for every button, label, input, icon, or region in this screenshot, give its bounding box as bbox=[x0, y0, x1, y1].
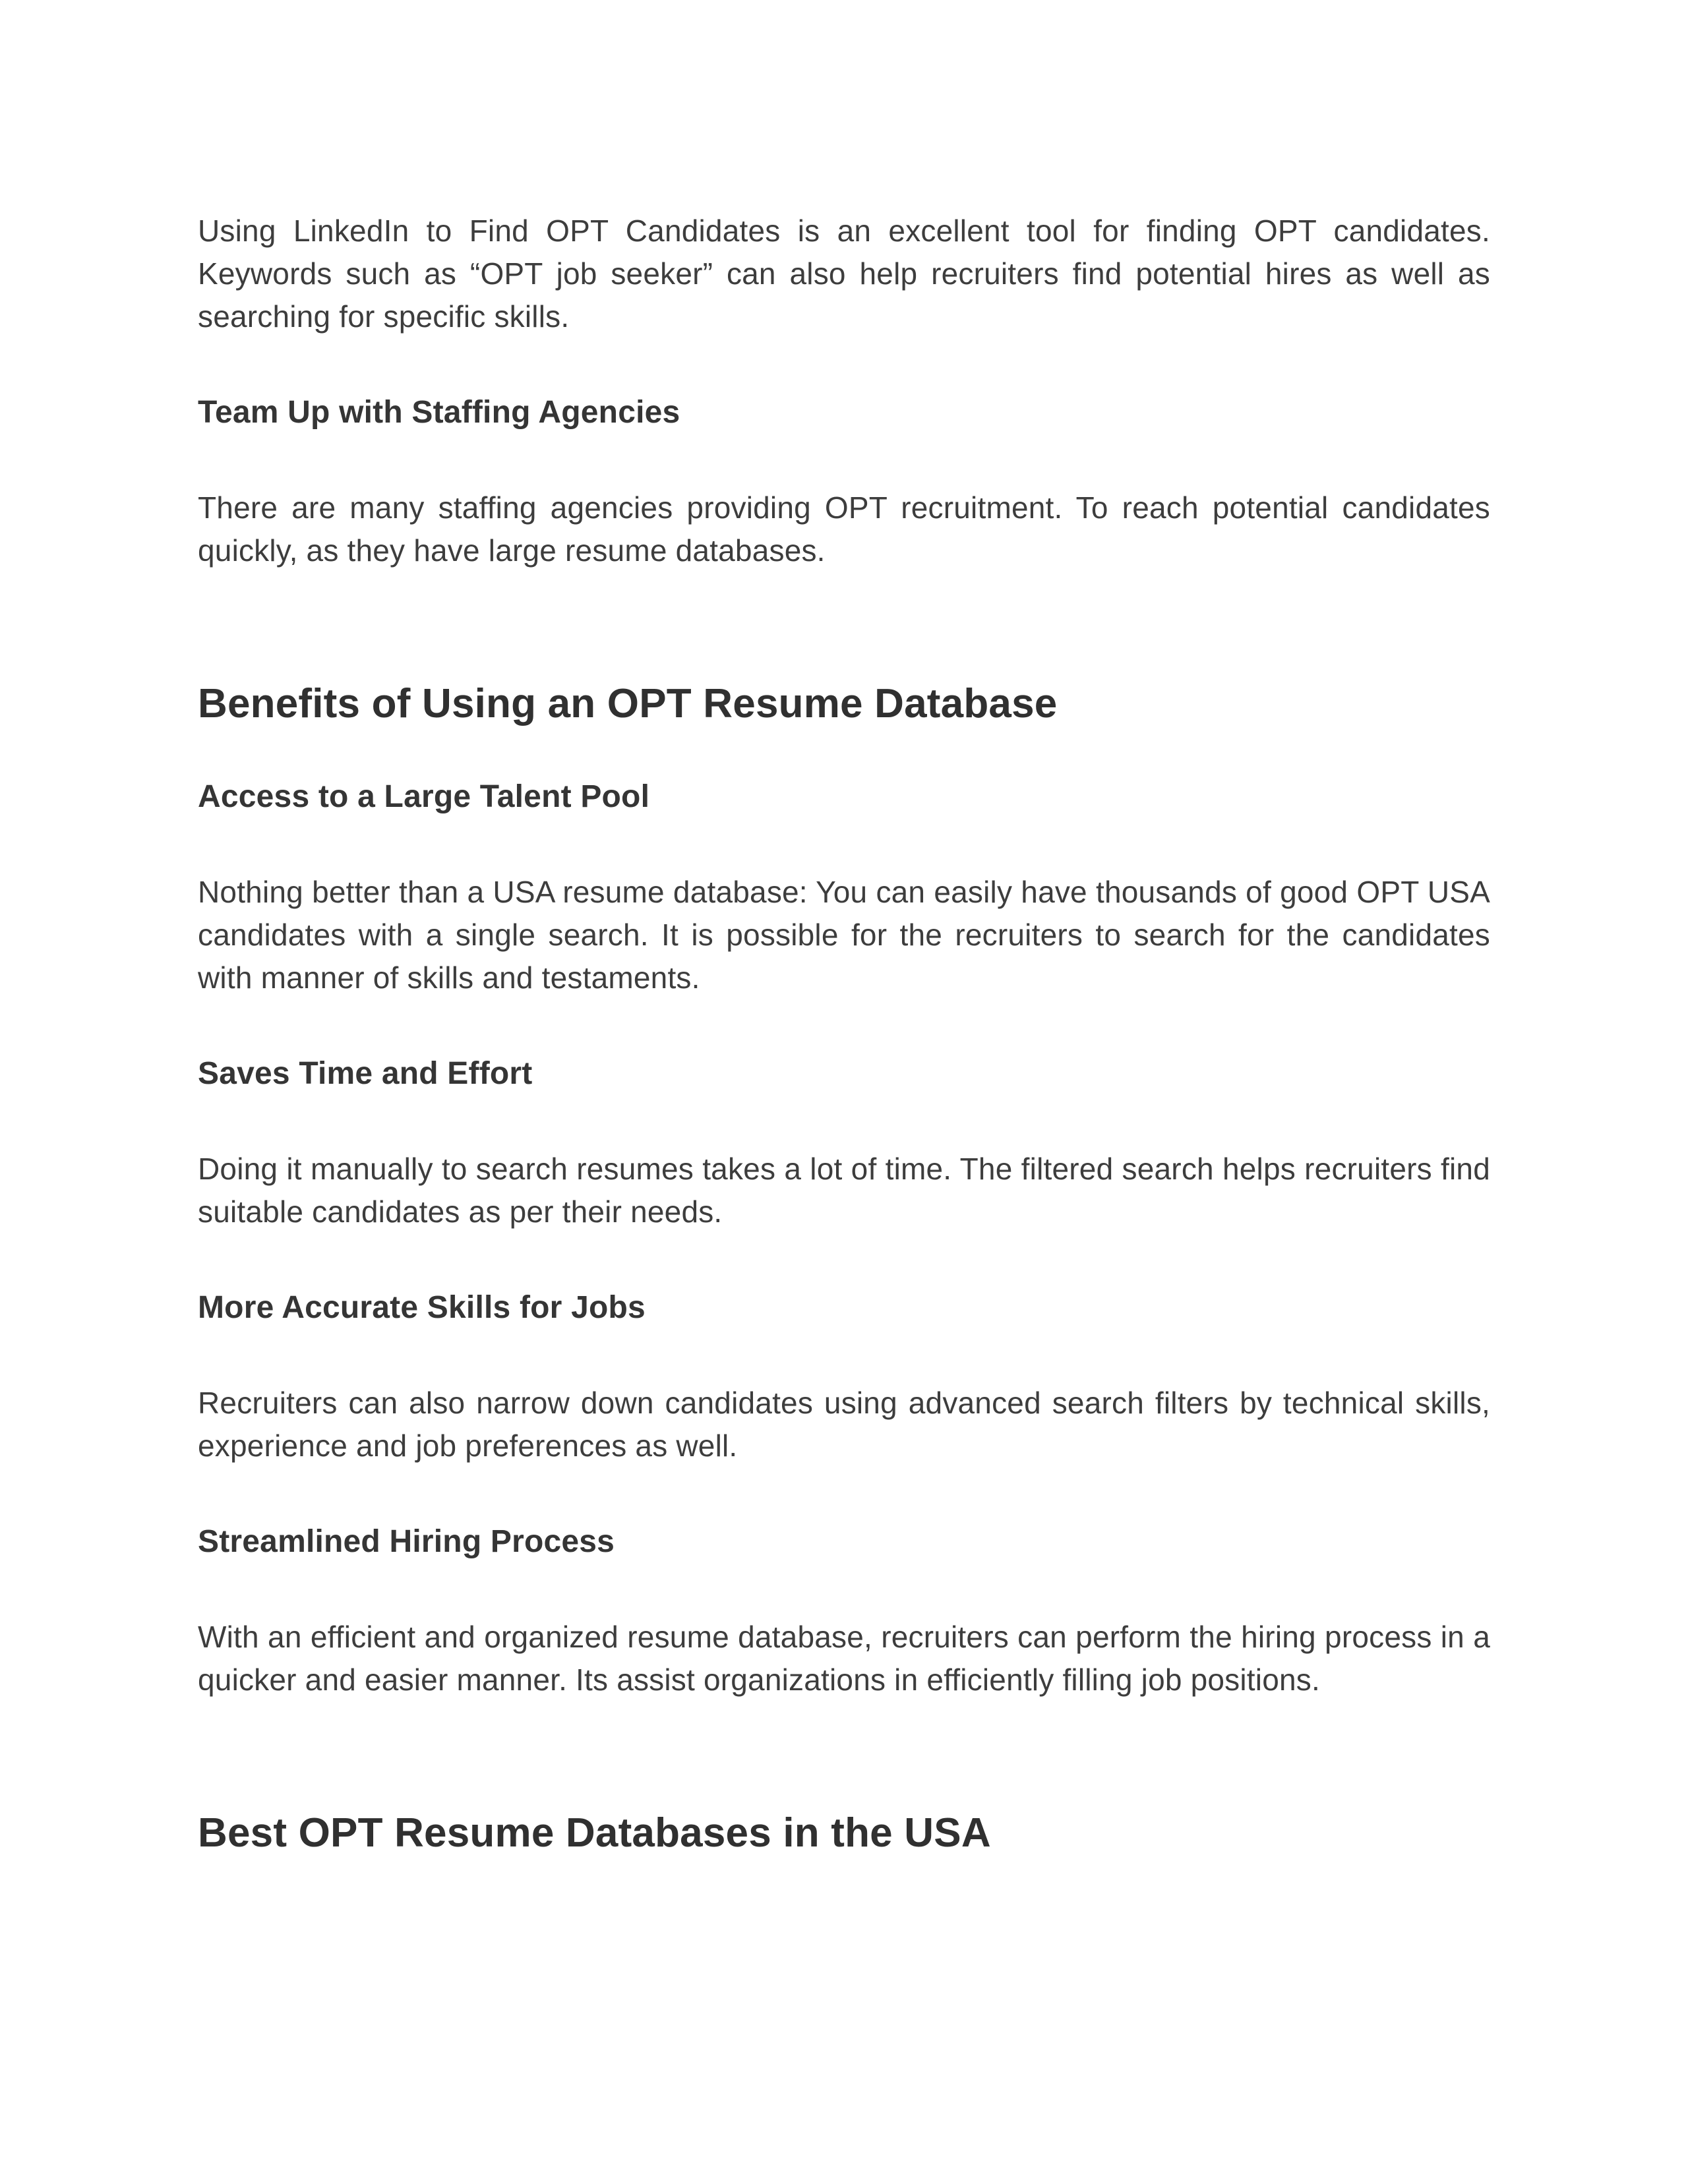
heading-team-up-staffing-agencies: Team Up with Staffing Agencies bbox=[198, 395, 680, 430]
heading-more-accurate-skills: More Accurate Skills for Jobs bbox=[198, 1290, 646, 1325]
heading-access-large-talent-pool: Access to a Large Talent Pool bbox=[198, 779, 650, 814]
heading-best-opt-resume-databases-usa: Best OPT Resume Databases in the USA bbox=[198, 1810, 991, 1856]
heading-saves-time-and-effort: Saves Time and Effort bbox=[198, 1056, 533, 1091]
paragraph-large-talent-pool: Nothing better than a USA resume database: You can easily have thousands of good OPT USA candidates with a single search. It is possible for the recruiters to search for the candidates with manner of skills and testaments. bbox=[198, 875, 1490, 995]
paragraph-staffing-agencies: There are many staffing agencies providing OPT recruitment. To reach potential candidates quickly, as they have large resume databases. bbox=[198, 490, 1490, 568]
paragraph-streamlined-hiring-process: With an efficient and organized resume database, recruiters can perform the hiring process in a quicker and easier manner. Its assist organizations in efficiently filling job positions. bbox=[198, 1620, 1490, 1697]
heading-streamlined-hiring-process: Streamlined Hiring Process bbox=[198, 1524, 615, 1559]
paragraph-more-accurate-skills: Recruiters can also narrow down candidates using advanced search filters by technical skills, experience and job preferences as well. bbox=[198, 1386, 1490, 1463]
heading-benefits-opt-resume-database: Benefits of Using an OPT Resume Database bbox=[198, 681, 1058, 726]
paragraph-saves-time-and-effort: Doing it manually to search resumes takes a lot of time. The filtered search helps recruiters find suitable candidates as per their needs. bbox=[198, 1152, 1490, 1229]
paragraph-linkedin-opt-candidates: Using LinkedIn to Find OPT Candidates is an excellent tool for finding OPT candidates. Keywords such as “OPT job seeker” can also help recruiters find potential hires as well as searching for specific skills. bbox=[198, 214, 1490, 334]
